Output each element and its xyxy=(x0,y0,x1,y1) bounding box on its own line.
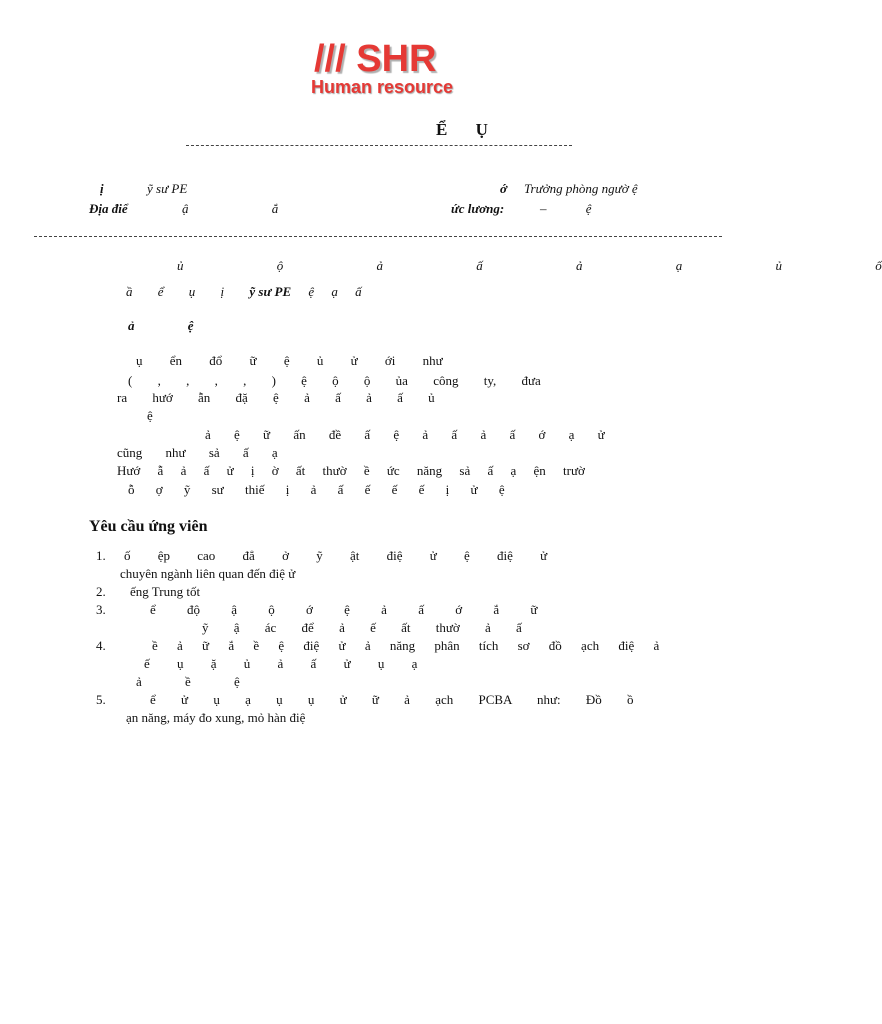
info-salary-label: ức lương: xyxy=(451,201,505,216)
intro-line-2-post: ệ ạ ấ xyxy=(308,284,362,299)
info-location-value: ậ ắ xyxy=(182,201,279,216)
req-4-line-2: ế ụ ặ ủ ả ấ ử ụ ạ xyxy=(144,656,418,671)
info-position-label: ị xyxy=(100,181,104,196)
intro-line-1: ủ ộ ả ấ ả ạ ủ ố xyxy=(177,258,882,273)
req-3-line-2: ỹ ậ ác để ả ế ất thườ ả ấ xyxy=(202,620,522,635)
document-title: Ể Ụ xyxy=(436,120,488,139)
desc-line-7: Hướ ẫ ả ấ ử ị ờ ất thườ ề ức năng sả ấ ạ ện trườ xyxy=(117,463,585,478)
section-description-heading: ả ệ xyxy=(128,318,194,333)
intro-line-2-pre: ầ ể ụ ị xyxy=(126,284,225,299)
info-report-label: ớ xyxy=(500,181,507,196)
desc-line-5: ả ệ ữ ấn đề ấ ệ ả ấ ả ấ ớ ạ ử xyxy=(205,427,605,442)
requirements-heading: Yêu cầu ứng viên xyxy=(89,518,208,535)
req-1-line-1: ố ệp cao đẳ ở ỹ ật điệ ử ệ điệ ử xyxy=(124,548,548,563)
req-4-line-1: ề ả ữ ắ ề ệ điệ ử ả năng phân tích sơ đồ ạch điệ ả xyxy=(152,638,660,653)
req-4-number: 4. xyxy=(96,638,106,653)
intro-position-bold: ỹ sư PE xyxy=(249,284,292,299)
title-divider xyxy=(186,145,572,146)
desc-line-2: ( , , , , ) ệ ộ ộ ủa công ty, đưa xyxy=(128,373,541,388)
info-position-value: ỹ sư PE xyxy=(147,181,188,196)
desc-line-1: ụ ển đổ ữ ệ ủ ử ới như xyxy=(136,353,443,368)
desc-line-3: ra hướ ẫn đặ ệ ả ấ ả ấ ủ xyxy=(117,390,435,405)
info-salary-value: – ệ xyxy=(540,201,592,216)
info-report-value: Trưởng phòng ngườ ệ xyxy=(524,181,638,196)
req-3-line-1: ể độ ậ ộ ớ ệ ả ấ ớ ắ ữ xyxy=(150,602,538,617)
req-3-number: 3. xyxy=(96,602,106,617)
req-4-line-3: ả ề ệ xyxy=(136,674,240,689)
req-1-number: 1. xyxy=(96,548,106,563)
req-5-line-2: ạn năng, máy đo xung, mỏ hàn điệ xyxy=(126,710,306,725)
req-5-line-1: ể ử ụ ạ ụ ụ ử ữ ả ạch PCBA như: Đồ ồ xyxy=(150,692,634,707)
intro-line-2 xyxy=(126,284,362,300)
info-location-label: Địa điể xyxy=(89,201,128,216)
company-logo-sub: Human resource xyxy=(311,77,454,97)
req-2-line-1: ếng Trung tốt xyxy=(130,584,201,599)
company-logo-main: /// SHR xyxy=(314,38,437,80)
desc-line-6: cũng như sả ấ ạ xyxy=(117,445,278,460)
req-2-number: 2. xyxy=(96,584,106,599)
desc-line-4: ệ xyxy=(147,408,153,423)
req-1-line-2: chuyên ngành liên quan đến điệ ử xyxy=(120,566,296,581)
desc-line-8: ỗ ợ ỹ sư thiế ị ả ấ ế ế ế ị ử ệ xyxy=(128,482,505,497)
req-5-number: 5. xyxy=(96,692,106,707)
info-divider xyxy=(34,236,722,237)
